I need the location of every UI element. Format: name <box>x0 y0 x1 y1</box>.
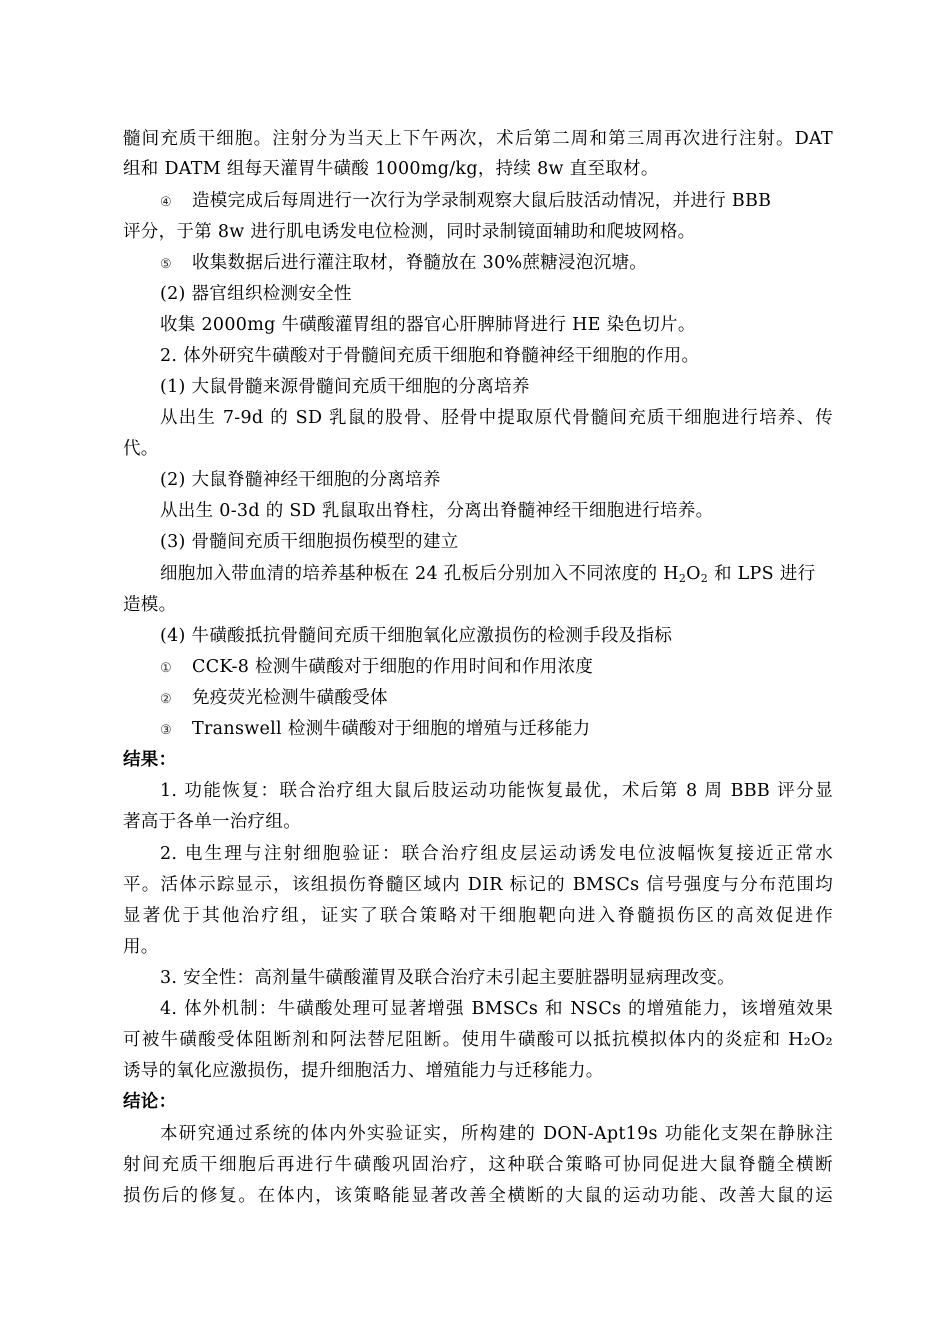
item-number: ① <box>160 661 172 676</box>
item-text: CCK-8 检测牛磺酸对于细胞的作用时间和作用浓度 <box>192 657 594 677</box>
subsection-heading: (1) 大鼠骨髓来源骨髓间充质干细胞的分离培养 <box>160 377 530 397</box>
paragraph-line: 收集 2000mg 牛磺酸灌胃组的器官心肝脾肺肾进行 HE 染色切片。 <box>160 315 696 335</box>
item-text: 免疫荧光检测牛磺酸受体 <box>192 688 388 708</box>
paragraph-line: 从出生 7-9d 的 SD 乳鼠的股骨、胫骨中提取原代骨髓间充质干细胞进行培养、传 <box>160 408 833 428</box>
paragraph-line: 显著优于其他治疗组，证实了联合策略对干细胞靶向进入脊髓损伤区的高效促进作 <box>123 906 833 926</box>
paragraph-line: 代。 <box>123 439 159 459</box>
results-heading: 结果： <box>123 750 177 770</box>
paragraph-line: 平。活体示踪显示，该组损伤脊髓区域内 DIR 标记的 BMSCs 信号强度与分布范围均 <box>123 875 833 895</box>
step-text: 造模完成后每周进行一次行为学录制观察大鼠后肢活动情况，并进行 BBB <box>192 191 772 211</box>
section-heading: (2) 器官组织检测安全性 <box>160 284 352 304</box>
text-run: 细胞加入带血清的培养基种板在 24 孔板后分别加入不同浓度的 H <box>160 564 679 584</box>
text-run: 和 LPS 进行 <box>708 564 816 584</box>
item-number: ③ <box>160 723 172 738</box>
step-text: 收集数据后进行灌注取材，脊髓放在 30%蔗糖浸泡沉塘。 <box>192 253 648 273</box>
paragraph-line: 诱导的氧化应激损伤，提升细胞活力、增殖能力与迁移能力。 <box>123 1061 604 1081</box>
subsection-heading: (4) 牛磺酸抵抗骨髓间充质干细胞氧化应激损伤的检测手段及指标 <box>160 626 673 646</box>
paragraph-line: 损伤后的修复。在体内，该策略能显著改善全横断的大鼠的运动功能、改善大鼠的运 <box>123 1186 833 1206</box>
step-number: ⑤ <box>160 257 172 272</box>
step-item <box>160 251 833 277</box>
paragraph-line: 本研究通过系统的体内外实验证实，所构建的 DON-Apt19s 功能化支架在静脉注 <box>160 1124 833 1144</box>
paragraph-line: 著高于各单一治疗组。 <box>123 812 301 832</box>
step-number: ④ <box>160 195 172 210</box>
subscript: 2 <box>700 572 709 585</box>
section-heading: 2. 体外研究牛磺酸对于骨髓间充质干细胞和脊髓神经干细胞的作用。 <box>160 346 700 366</box>
paragraph-line: 造模。 <box>123 595 177 615</box>
paragraph-line: 髓间充质干细胞。注射分为当天上下午两次，术后第二周和第三周再次进行注射。DAT <box>123 129 833 149</box>
subsection-heading: (3) 骨髓间充质干细胞损伤模型的建立 <box>160 532 459 552</box>
item-text: Transwell 检测牛磺酸对于细胞的增殖与迁移能力 <box>192 719 591 739</box>
paragraph-line: 射间充质干细胞后再进行牛磺酸巩固治疗，这种联合策略可协同促进大鼠脊髓全横断 <box>123 1155 833 1175</box>
paragraph-line <box>160 562 833 586</box>
paragraph-line: 3. 安全性：高剂量牛磺酸灌胃及联合治疗未引起主要脏器明显病理改变。 <box>160 968 735 988</box>
paragraph-line: 1. 功能恢复：联合治疗组大鼠后肢运动功能恢复最优，术后第 8 周 BBB 评分显 <box>160 781 833 801</box>
conclusion-heading: 结论： <box>123 1092 177 1112</box>
subscript: 2 <box>678 572 687 585</box>
paragraph-line: 从出生 0-3d 的 SD 乳鼠取出脊柱，分离出脊髓神经干细胞进行培养。 <box>160 501 714 521</box>
list-item <box>160 655 833 681</box>
text-run: O <box>686 564 701 584</box>
paragraph-line: 4. 体外机制：牛磺酸处理可显著增强 BMSCs 和 NSCs 的增殖能力，该增殖效果 <box>160 999 833 1019</box>
paragraph-line: 可被牛磺酸受体阻断剂和阿法替尼阻断。使用牛磺酸可以抵抗模拟体内的炎症和 H₂O₂ <box>123 1030 833 1050</box>
paragraph-line: 评分，于第 8w 进行肌电诱发电位检测，同时录制镜面辅助和爬坡网格。 <box>123 222 696 242</box>
paragraph-line: 用。 <box>123 937 159 957</box>
step-item <box>160 189 833 215</box>
paragraph-line: 2. 电生理与注射细胞验证：联合治疗组皮层运动诱发电位波幅恢复接近正常水 <box>160 844 833 864</box>
list-item <box>160 686 833 712</box>
paragraph-line: 组和 DATM 组每天灌胃牛磺酸 1000mg/kg，持续 8w 直至取材。 <box>123 159 659 179</box>
subsection-heading: (2) 大鼠脊髓神经干细胞的分离培养 <box>160 470 441 490</box>
item-number: ② <box>160 692 172 707</box>
list-item <box>160 717 833 743</box>
